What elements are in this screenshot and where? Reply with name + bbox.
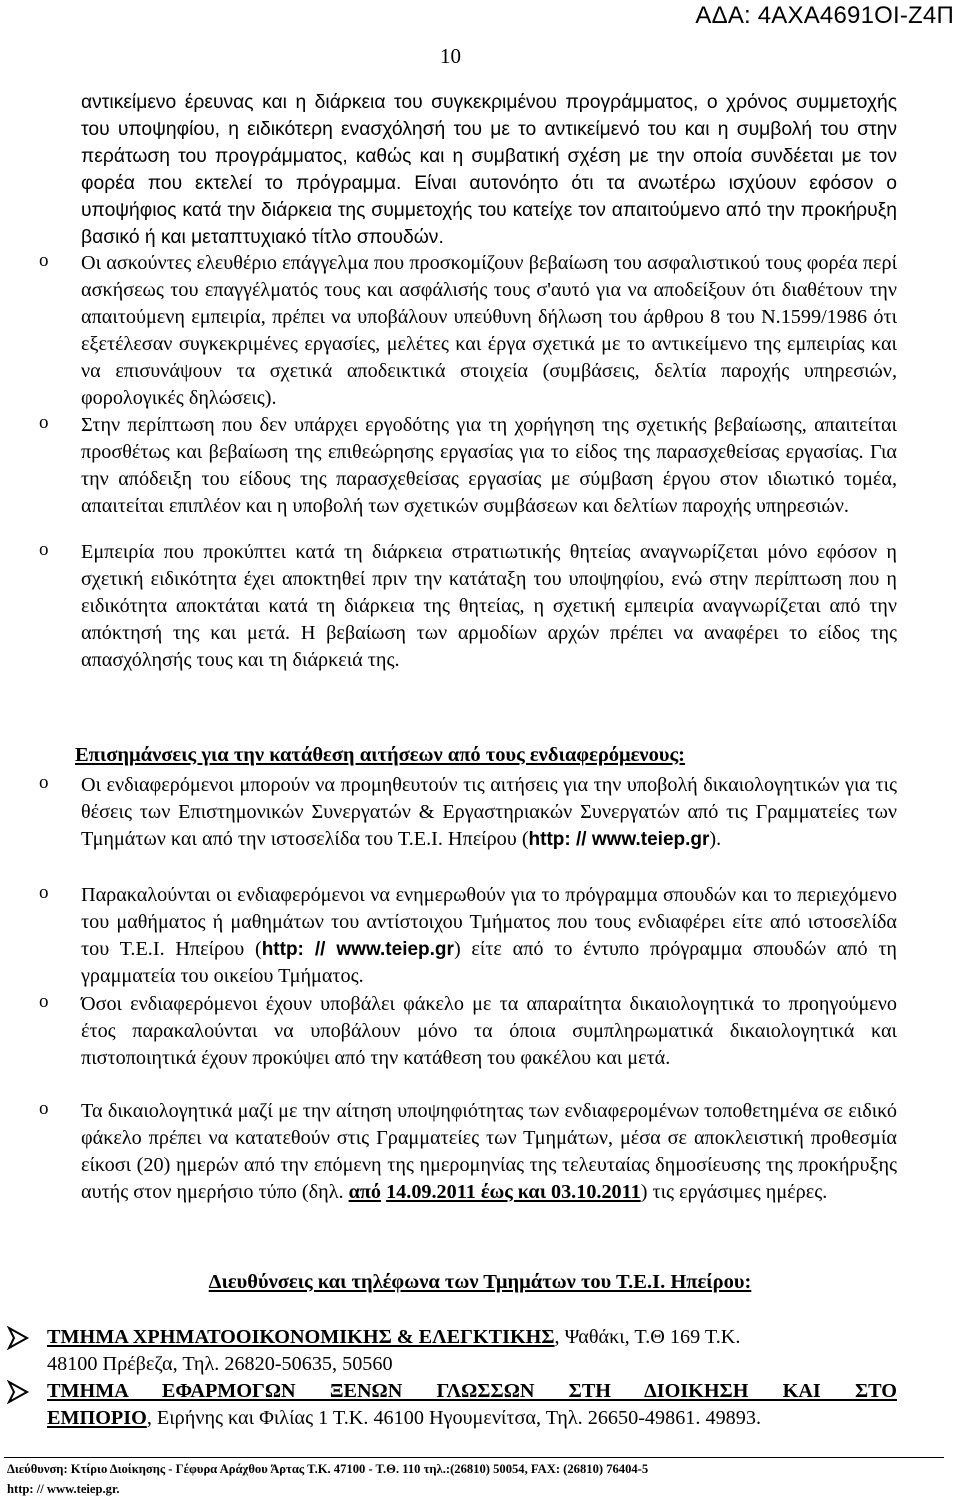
department-name: ΤΜΗΜΑ ΕΦΑΡΜΟΓΩΝ ΞΕΝΩΝ ΓΛΩΣΣΩΝ ΣΤΗ ΔΙΟΙΚΗΣΗ ΚΑΙ ΣΤΟ — [47, 1380, 897, 1402]
bullet-item-no-employer: Στην περίπτωση που δεν υπάρχει εργοδότης για τη χορήγηση της σχετικής βεβαίωσης, απαιτείται προσθέτως και βεβαίωση της επιθεώρησης εργασίας για το είδος της παρασχεθείσας εργασίας. Για την απόδειξη του είδους της παρασχεθείσας εργασίας με σύμβαση έργου στον ιδιωτικό τομέα, απαιτείται επιπλέον και η υποβολή των σχετικών συμβάσεων και δελτίων παροχής υπηρεσιών. — [81, 414, 897, 517]
bullet-marker: o — [39, 1098, 49, 1119]
note-text: Οι ενδιαφερόμενοι μπορούν να προμηθευτούν τις αιτήσεις για την υποβολή δικαιολογητικών για τις θέσεις των Επιστημονικών Συνεργατών & Εργαστηριακών Συνεργατών από τις Γραμματείες των Τμημάτων και από την ιστοσελίδα του Τ.Ε.Ι. Ηπείρου ( — [81, 774, 897, 850]
note-text-end: ) τις εργάσιμες ημέρες. — [640, 1181, 828, 1203]
notes-heading: Επισημάνσεις για την κατάθεση αιτήσεων από τους ενδιαφερόμενους: — [75, 744, 685, 766]
ada-code: ΑΔΑ: 4ΑΧΑ4691ΟΙ-Ζ4Π — [695, 2, 954, 29]
address-languages-dept — [47, 1378, 897, 1432]
website-link[interactable]: http: // www.teiep.gr — [261, 939, 454, 960]
bullet-marker: o — [39, 412, 49, 433]
note-previous-applicants: Όσοι ενδιαφερόμενοι έχουν υποβάλει φάκελο με τα απαραίτητα δικαιολογητικά το προηγούμενο έτος παρακαλούνται να υποβάλουν μόνο τα όποια συμπληρωματικά δικαιολογητικά και πιστοποιητικά έχουν προκύψει από την κατάθεση του φακέλου και μετά. — [81, 993, 897, 1069]
department-name: ΤΜΗΜΑ ΧΡΗΜΑΤΟΟΙΚΟΝΟΜΙΚΗΣ & ΕΛΕΓΚΤΙΚΗΣ — [47, 1326, 555, 1348]
department-name-cont: ΕΜΠΟΡΙΟ — [47, 1407, 147, 1429]
deadline-from: από — [348, 1181, 382, 1203]
department-details: , Ειρήνης και Φιλίας 1 Τ.Κ. 46100 Ηγουμενίτσα, Τηλ. 26650-49861. 49893. — [146, 1407, 761, 1429]
department-details: , Ψαθάκι, Τ.Θ 169 Τ.Κ. — [554, 1326, 741, 1348]
arrowhead-bullet-icon — [6, 1326, 30, 1350]
deadline-dates: 14.09.2011 έως και 03.10.2011 — [386, 1181, 641, 1203]
bullet-item-military: Εμπειρία που προκύπτει κατά τη διάρκεια στρατιωτικής θητείας αναγνωρίζεται μόνο εφόσον η σχετική ειδικότητα έχει αποκτηθεί πριν την κατάταξη του υποψηφίου, ενώ στην περίπτωση που η ειδικότητα αποκτάται κατά τη διάρκεια της θητείας, η σχετική εμπειρία αναγνωρίζεται από την απόκτησή της και μετά. Η βεβαίωση των αρμοδίων αρχών πρέπει να αναφέρει το είδος της απασχόλησής τους και τη διάρκειά της. — [81, 541, 897, 671]
bullet-marker: o — [39, 539, 49, 560]
note-curriculum — [81, 882, 897, 990]
bullet-marker: o — [39, 991, 49, 1012]
website-link[interactable]: http: // www.teiep.gr — [528, 829, 710, 850]
footer-address: Διεύθυνση: Κτίριο Διοίκησης - Γέφυρα Αράχθου Άρτας Τ.Κ. 47100 - Τ.Θ. 110 τηλ.:(26810) 50054, FAX: (26810) 76404-5 — [7, 1462, 649, 1476]
address-finance-dept — [47, 1324, 897, 1378]
note-text: Παρακαλούνται οι ενδιαφερόμενοι να ενημερωθούν για το πρόγραμμα σπουδών και το περιεχόμενο του μαθήματος ή μαθημάτων του αντίστοιχου Τμήματος που τους ενδιαφέρει είτε από ιστοσελίδα του Τ.Ε.Ι. Ηπείρου ( — [81, 884, 897, 960]
bullet-marker: o — [39, 882, 49, 903]
footer-website[interactable]: http: // www.teiep.gr. — [7, 1482, 120, 1496]
address-line — [47, 1378, 897, 1405]
address-line: 48100 Πρέβεζα, Τηλ. 26820-50635, 50560 — [47, 1353, 393, 1375]
address-line — [47, 1405, 897, 1432]
note-text-end: ) είτε από το έντυπο πρόγραμμα σπουδών από τη γραμματεία του οικείου Τμήματος. — [81, 938, 897, 987]
note-applications — [81, 772, 897, 853]
note-deadline — [81, 1098, 897, 1206]
continuation-paragraph: αντικείμενο έρευνας και η διάρκεια του συγκεκριμένου προγράμματος, ο χρόνος συμμετοχής του υποψηφίου, η ειδικότερη ενασχόλησή του με το αντικείμενό του και η συμβολή του στην περάτωση του προγράμματος, καθώς και η συμβατική σχέση με την οποία συνδέεται με τον φορέα που εκτελεί το πρόγραμμα. Είναι αυτονόητο ότι τα ανωτέρω ισχύουν εφόσον ο υποψήφιος κατά την διάρκεια της συμμετοχής του κατείχε τον απαιτούμενο από την προκήρυξη βασικό ή και μεταπτυχιακό τίτλο σπουδών. — [81, 92, 897, 249]
bullet-marker: o — [39, 772, 49, 793]
note-text-end: ). — [709, 828, 722, 850]
bullet-marker: o — [39, 250, 49, 271]
bullet-item-freelancers: Οι ασκούντες ελευθέριο επάγγελμα που προσκομίζουν βεβαίωση του ασφαλιστικού τους φορέα περί ασκήσεως του επαγγέλματός τους και ασφάλισής τους σ'αυτό για να αποδείξουν ότι διαθέτουν την απαιτούμενη εμπειρία, πρέπει να υποβάλουν υπεύθυνη δήλωση του άρθρου 8 του Ν.1599/1986 ότι εξετέλεσαν συγκεκριμένες εργασίες, μελέτες και έργα σχετικά με το αντικείμενο της εμπειρίας και να επισυνάψουν τα σχετικά αποδεικτικά στοιχεία (συμβάσεις, δελτία παροχής υπηρεσιών, φορολογικές δηλώσεις). — [81, 252, 897, 409]
page-number: 10 — [440, 44, 461, 68]
addresses-heading: Διευθύνσεις και τηλέφωνα των Τμημάτων του Τ.Ε.Ι. Ηπείρου: — [208, 1271, 752, 1293]
address-line — [47, 1324, 897, 1351]
note-text: Τα δικαιολογητικά μαζί με την αίτηση υποψηφιότητας των ενδιαφερομένων τοποθετημένα σε ειδικό φάκελο πρέπει να κατατεθούν στις Γραμματείες των Τμημάτων, μέσα σε αποκλειστική προθεσμία είκοσι (20) ημερών από την επόμενη της ημερομηνίας της τελευταίας δημοσίευσης της προκήρυξης αυτής στον ημερήσιο τύπο (δηλ. — [81, 1100, 897, 1203]
arrowhead-bullet-icon — [6, 1380, 30, 1404]
footer-divider — [4, 1457, 944, 1458]
